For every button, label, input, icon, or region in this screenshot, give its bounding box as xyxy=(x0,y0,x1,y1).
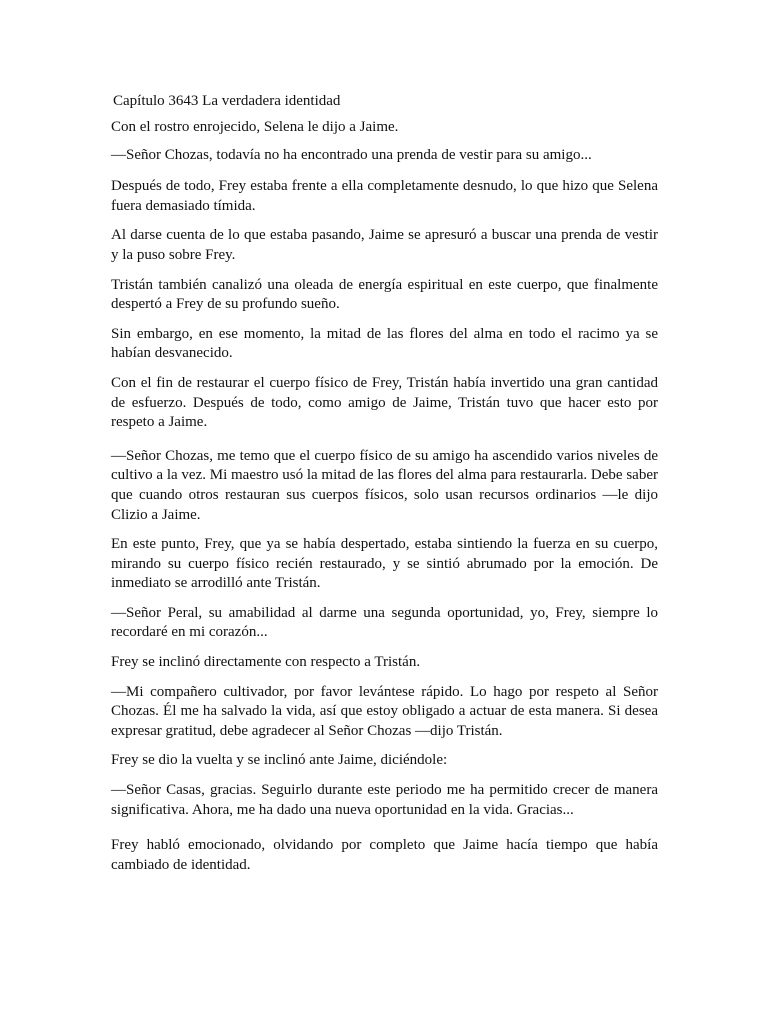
paragraph: Sin embargo, en ese momento, la mitad de las flores del alma en todo el racimo ya se habían desvanecido. xyxy=(111,325,658,362)
paragraph: —Señor Peral, su amabilidad al darme una segunda oportunidad, yo, Frey, siempre lo recordaré en mi corazón... xyxy=(111,604,658,641)
chapter-title: Capítulo 3643 La verdadera identidad xyxy=(113,93,341,109)
paragraph: Tristán también canalizó una oleada de energía espiritual en este cuerpo, que finalmente despertó a Frey de su profundo sueño. xyxy=(111,276,658,313)
paragraph: Al darse cuenta de lo que estaba pasando, Jaime se apresuró a buscar una prenda de vestir y la puso sobre Frey. xyxy=(111,227,658,263)
paragraph: Frey se dio la vuelta y se inclinó ante Jaime, diciéndole: xyxy=(111,752,448,769)
paragraph: —Mi compañero cultivador, por favor levántese rápido. Lo hago por respeto al Señor Chozas. Él me ha salvado la vida, así que estoy obligado a actuar de esta manera. Si desea expresar gratitud, debe agradecer al Señor Chozas —dijo Tristán. xyxy=(111,683,658,739)
paragraph: Con el rostro enrojecido, Selena le dijo a Jaime. xyxy=(111,119,399,135)
paragraph: Frey habló emocionado, olvidando por completo que Jaime hacía tiempo que había cambiado de identidad. xyxy=(111,837,658,873)
document-body xyxy=(111,118,658,875)
paragraph: Frey se inclinó directamente con respecto a Tristán. xyxy=(111,654,421,671)
paragraph: —Señor Casas, gracias. Seguirlo durante este periodo me ha permitido crecer de manera significativa. Ahora, me ha dado una nueva oportunidad en la vida. Gracias... xyxy=(111,782,658,818)
paragraph: —Señor Chozas, todavía no ha encontrado una prenda de vestir para su amigo... xyxy=(111,146,592,163)
paragraph: Después de todo, Frey estaba frente a ella completamente desnudo, lo que hizo que Selena fuera demasiado tímida. xyxy=(111,178,658,214)
paragraph: —Señor Chozas, me temo que el cuerpo físico de su amigo ha ascendido varios niveles de cultivo a la vez. Mi maestro usó la mitad de las flores del alma para restaurarla. Debe saber que cuando otros restauran sus cuerpos físicos, solo usan recursos ordinarios —le dijo Clizio a Jaime. xyxy=(111,447,658,523)
paragraph: En este punto, Frey, que ya se había despertado, estaba sintiendo la fuerza en su cuerpo, mirando su cuerpo físico recién restaurado, y se sintió abrumado por la emoción. De inmediato se arrodilló ante Tristán. xyxy=(111,536,658,592)
paragraph: Con el fin de restaurar el cuerpo físico de Frey, Tristán había invertido una gran cantidad de esfuerzo. Después de todo, como amigo de Jaime, Tristán tuvo que hacer esto por respeto a Jaime. xyxy=(111,374,658,431)
